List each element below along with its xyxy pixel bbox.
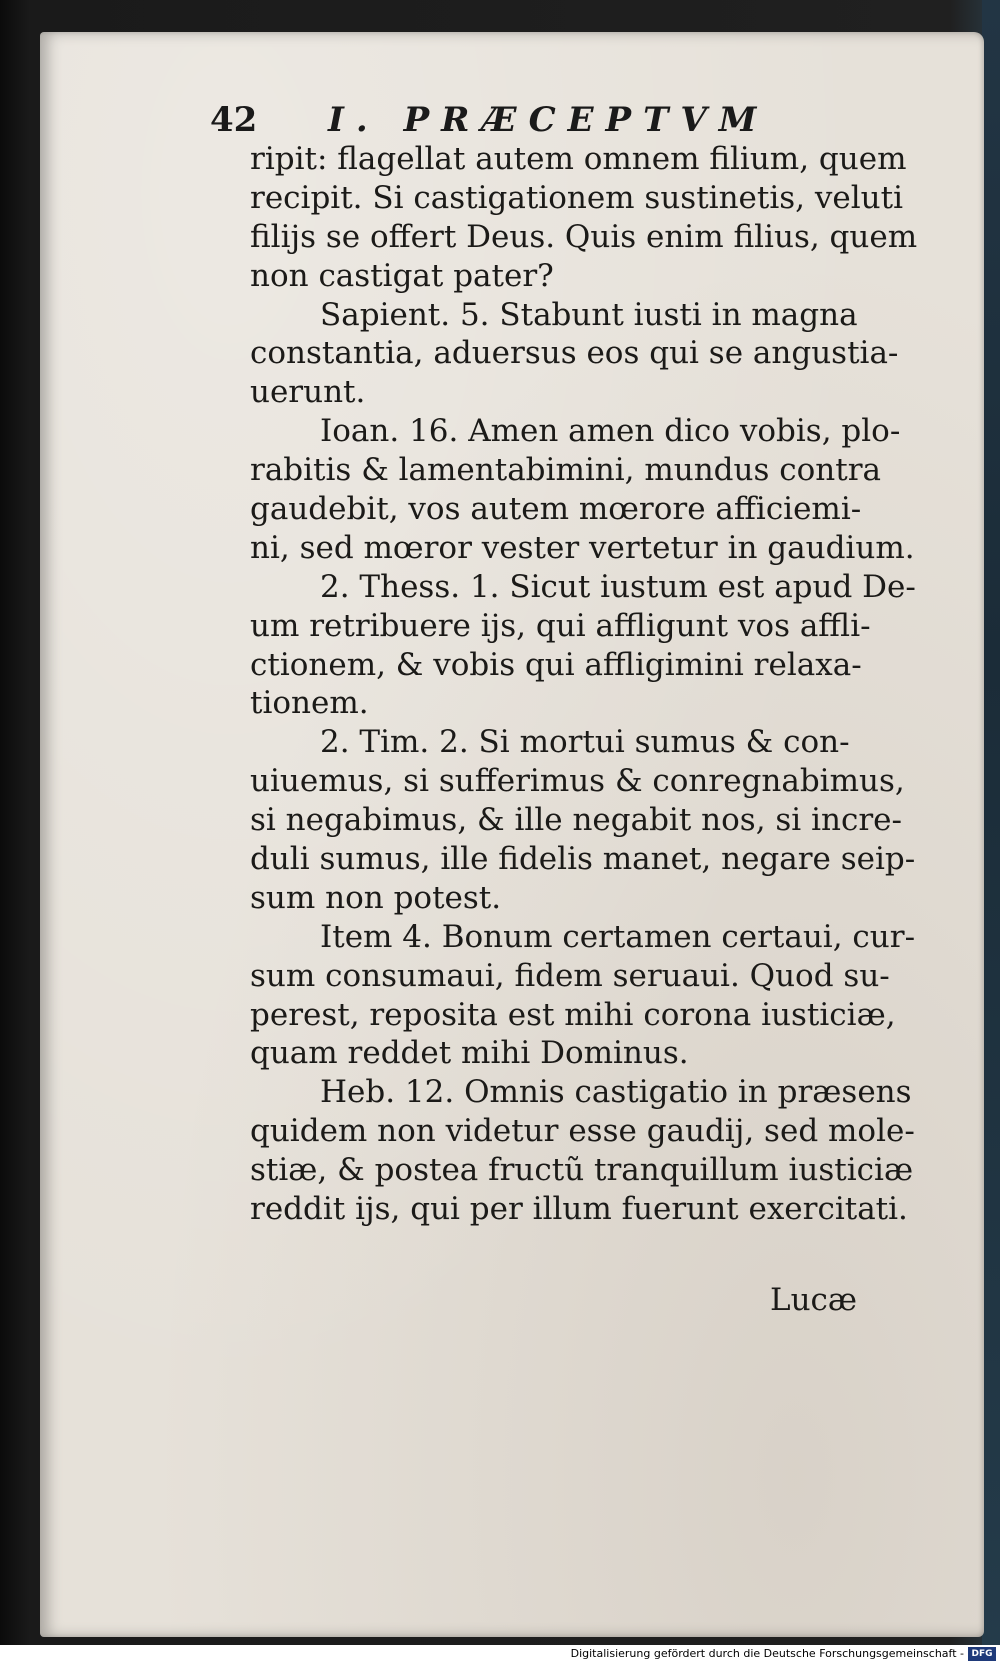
text-line: stiæ, & postea fructũ tranquillum iusticiæ — [250, 1152, 914, 1189]
text-line: rabitis & lamentabimini, mundus contra — [250, 452, 881, 489]
dfg-logo-icon: DFG — [968, 1647, 996, 1661]
text-line: Sapient. 5. Stabunt iusti in magna — [320, 296, 858, 333]
text-line: sum consumaui, fidem seruaui. Quod su- — [250, 957, 890, 994]
text-line: filijs se offert Deus. Quis enim filius, quem — [250, 218, 918, 255]
text-line: ctionem, & vobis qui affligimini relaxa- — [250, 646, 862, 683]
text-line: ripit: flagellat autem omnem filium, quem — [250, 141, 907, 177]
text-line: Ioan. 16. Amen amen dico vobis, plo- — [320, 413, 901, 450]
text-line: um retribuere ijs, qui affligunt vos affli- — [250, 607, 871, 644]
text-line: quidem non videtur esse gaudij, sed mole- — [250, 1113, 915, 1150]
text-line: ni, sed mœror vester vertetur in gaudium. — [250, 529, 915, 566]
text-line: Item 4. Bonum certamen certaui, cur- — [320, 918, 916, 955]
text-line: Heb. 12. Omnis castigatio in præsens — [320, 1074, 912, 1111]
text-line: constantia, aduersus eos qui se angustia- — [250, 335, 899, 372]
page-header — [210, 100, 810, 140]
text-line: 2. Thess. 1. Sicut iustum est apud De- — [320, 568, 916, 605]
book-spine-edge — [982, 0, 1000, 1645]
catchword: Lucæ — [770, 1282, 858, 1318]
text-line: tionem. — [250, 685, 369, 722]
body-text — [250, 140, 918, 1229]
text-line: reddit ijs, qui per illum fuerunt exercitati. — [250, 1191, 908, 1228]
text-line: uerunt. — [250, 374, 366, 411]
text-line: perest, reposita est mihi corona iusticiæ, — [250, 996, 896, 1033]
page-number: 42 — [210, 100, 258, 140]
text-line: gaudebit, vos autem mœrore afficiemi- — [250, 491, 862, 528]
footer-bar — [0, 1645, 1000, 1665]
text-line: si negabimus, & ille negabit nos, si incre- — [250, 802, 902, 839]
text-line: uiuemus, si sufferimus & conregnabimus, — [250, 763, 905, 800]
text-line: sum non potest. — [250, 879, 502, 916]
text-line: recipit. Si castigationem sustinetis, veluti — [250, 179, 903, 216]
text-line: duli sumus, ille fidelis manet, negare seip- — [250, 841, 916, 878]
funding-credit: Digitalisierung gefördert durch die Deutsche Forschungsgemeinschaft - — [570, 1647, 964, 1660]
text-line: 2. Tim. 2. Si mortui sumus & con- — [320, 724, 850, 761]
running-title: I. PRÆCEPTVM — [328, 100, 769, 140]
text-line: quam reddet mihi Dominus. — [250, 1035, 689, 1072]
text-line: non castigat pater? — [250, 257, 554, 294]
